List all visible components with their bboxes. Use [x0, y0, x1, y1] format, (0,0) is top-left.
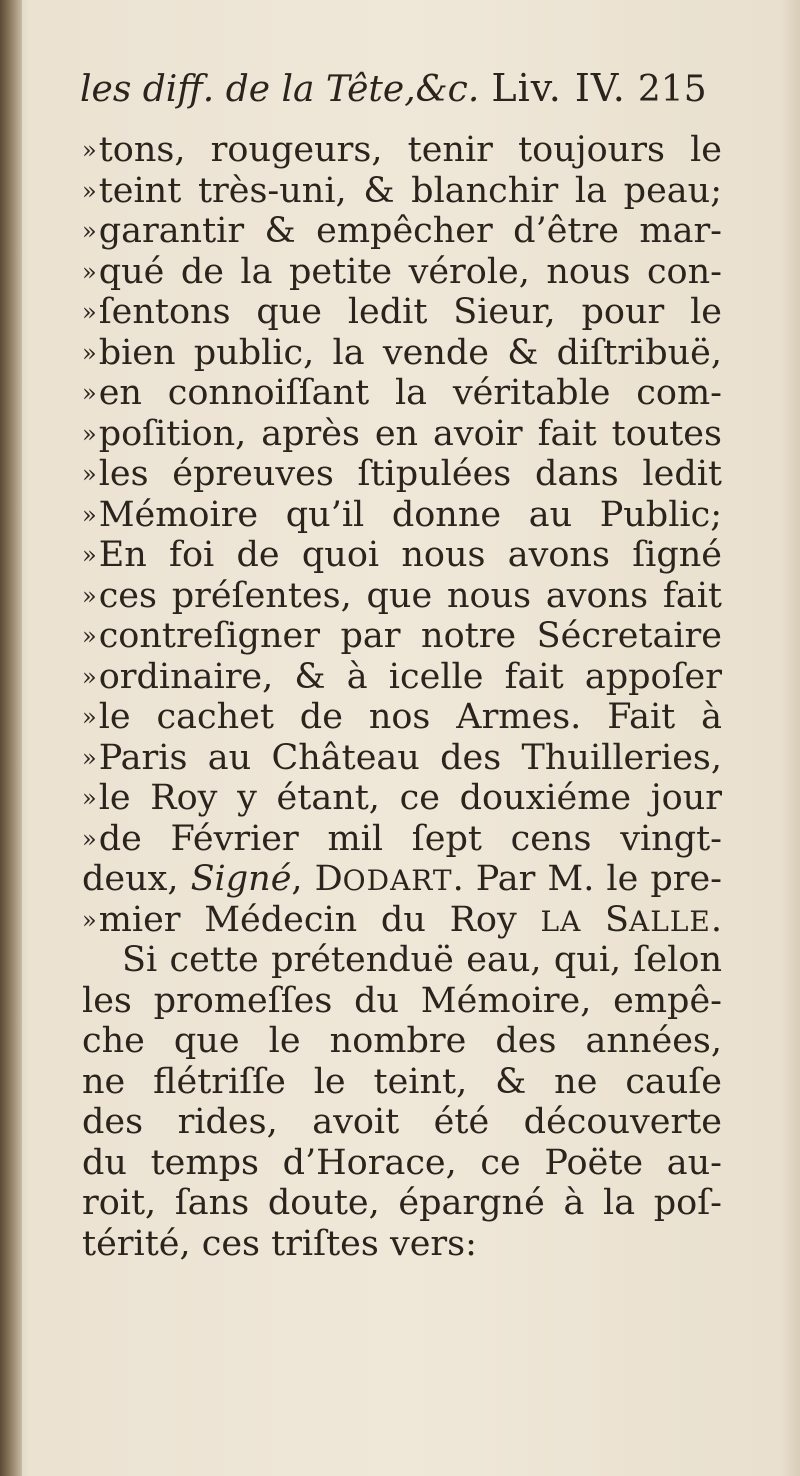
text-segment: ODART — [342, 864, 453, 897]
text-line — [82, 1062, 722, 1103]
text-segment: mier Médecin du Roy — [98, 899, 541, 940]
text-segment: ordinaire, & à icelle fait appoſer — [98, 656, 722, 697]
text-line — [82, 252, 722, 293]
guillemet-mark: » — [82, 622, 97, 650]
text-segment: ne flétriſſe le teint, & ne cauſe — [82, 1061, 722, 1102]
guillemet-mark: » — [82, 257, 97, 286]
guillemet-mark: » — [82, 743, 97, 772]
text-segment: ces préſentes, que nous avons fait — [98, 575, 722, 616]
guillemet-mark: » — [82, 379, 97, 407]
guillemet-mark: » — [82, 662, 97, 691]
guillemet-mark: » — [82, 460, 97, 488]
text-segment: tons, rougeurs, tenir toujours le — [98, 130, 722, 170]
guillemet-mark: » — [82, 419, 97, 448]
guillemet-mark: » — [82, 905, 97, 934]
text-segment: poſition, après en avoir fait toutes — [98, 413, 722, 454]
text-line — [82, 130, 722, 171]
text-segment: teint très-uni, & blanchir la peau; — [98, 170, 722, 211]
text-segment: des rides, avoit été découverte — [82, 1102, 722, 1142]
text-line — [82, 738, 722, 779]
guillemet-mark: » — [82, 136, 97, 164]
guillemet-mark: » — [82, 298, 97, 326]
text-line — [82, 211, 722, 252]
text-segment: le cachet de nos Armes. Fait à — [98, 697, 722, 737]
page-binding-edge — [0, 0, 22, 1476]
text-line — [82, 576, 722, 617]
page-text — [82, 130, 722, 1264]
text-line — [82, 859, 722, 900]
guillemet-mark: » — [82, 581, 97, 610]
text-line — [82, 171, 722, 212]
text-segment: Si cette prétenduë eau, qui, ſelon — [122, 940, 722, 980]
text-line — [82, 1102, 722, 1143]
text-line — [82, 819, 722, 860]
text-segment: . — [710, 899, 722, 940]
running-header — [80, 66, 780, 124]
text-line — [82, 535, 722, 576]
book-number: Liv. IV. — [491, 66, 626, 110]
text-line — [82, 900, 722, 941]
text-segment: S — [581, 899, 629, 940]
text-line — [82, 454, 722, 495]
text-segment: de Février mil ſept cens vingt- — [98, 818, 722, 859]
guillemet-mark: » — [82, 703, 97, 731]
text-segment: che que le nombre des années, — [82, 1021, 722, 1061]
text-line — [82, 292, 722, 333]
text-line — [82, 495, 722, 536]
text-segment: LA — [540, 904, 582, 938]
text-segment: les épreuves ſtipulées dans ledit — [98, 454, 722, 494]
text-segment: Mémoire qu’il donne au Public; — [98, 494, 722, 535]
guillemet-mark: » — [82, 541, 97, 569]
text-segment: contreſigner par notre Sécretaire — [98, 616, 722, 656]
text-segment: deux, — [82, 859, 191, 899]
guillemet-mark: » — [82, 824, 97, 853]
guillemet-mark: » — [82, 217, 97, 245]
text-segment: ſentons que ledit Sieur, pour le — [98, 292, 722, 332]
text-line — [82, 697, 722, 738]
text-line — [82, 940, 722, 981]
text-line — [82, 778, 722, 819]
text-line — [82, 373, 722, 414]
guillemet-mark: » — [82, 338, 97, 367]
text-line — [82, 1183, 722, 1224]
text-line — [82, 414, 722, 455]
text-segment: le Roy y étant, ce douxiéme jour — [98, 778, 722, 818]
running-title: les diff. de la Tête,&c. — [80, 69, 480, 110]
text-line — [82, 616, 722, 657]
text-segment: Paris au Château des Thuilleries, — [98, 737, 722, 778]
guillemet-mark: » — [82, 176, 97, 205]
guillemet-mark: » — [82, 500, 97, 529]
text-segment: bien public, la vende & diſtribuë, — [98, 332, 722, 373]
text-segment: les promeſſes du Mémoire, empê- — [82, 980, 722, 1021]
text-segment: , D — [291, 859, 343, 899]
text-line — [82, 981, 722, 1022]
text-segment: térité, ces triſtes vers: — [82, 1223, 477, 1264]
text-segment: en connoiſſant la véritable com- — [98, 373, 722, 413]
text-segment: . Par M. le pre- — [452, 859, 723, 899]
text-segment: du temps d’Horace, ce Poëte au- — [82, 1142, 722, 1183]
text-segment: ALLE — [629, 904, 711, 938]
text-segment: qué de la petite vérole, nous con- — [98, 251, 722, 292]
page-number: 215 — [637, 69, 707, 110]
text-line — [82, 1143, 722, 1184]
guillemet-mark: » — [82, 784, 97, 812]
text-line — [82, 657, 722, 698]
text-line — [82, 333, 722, 374]
text-segment: Signé — [190, 859, 292, 899]
text-segment: roit, ſans doute, épargné à la poſ- — [82, 1183, 722, 1223]
text-line — [82, 1224, 722, 1265]
text-segment: En foi de quoi nous avons ſigné — [98, 535, 722, 575]
text-line — [82, 1021, 722, 1062]
text-segment: garantir & empêcher d’être mar- — [98, 211, 722, 251]
